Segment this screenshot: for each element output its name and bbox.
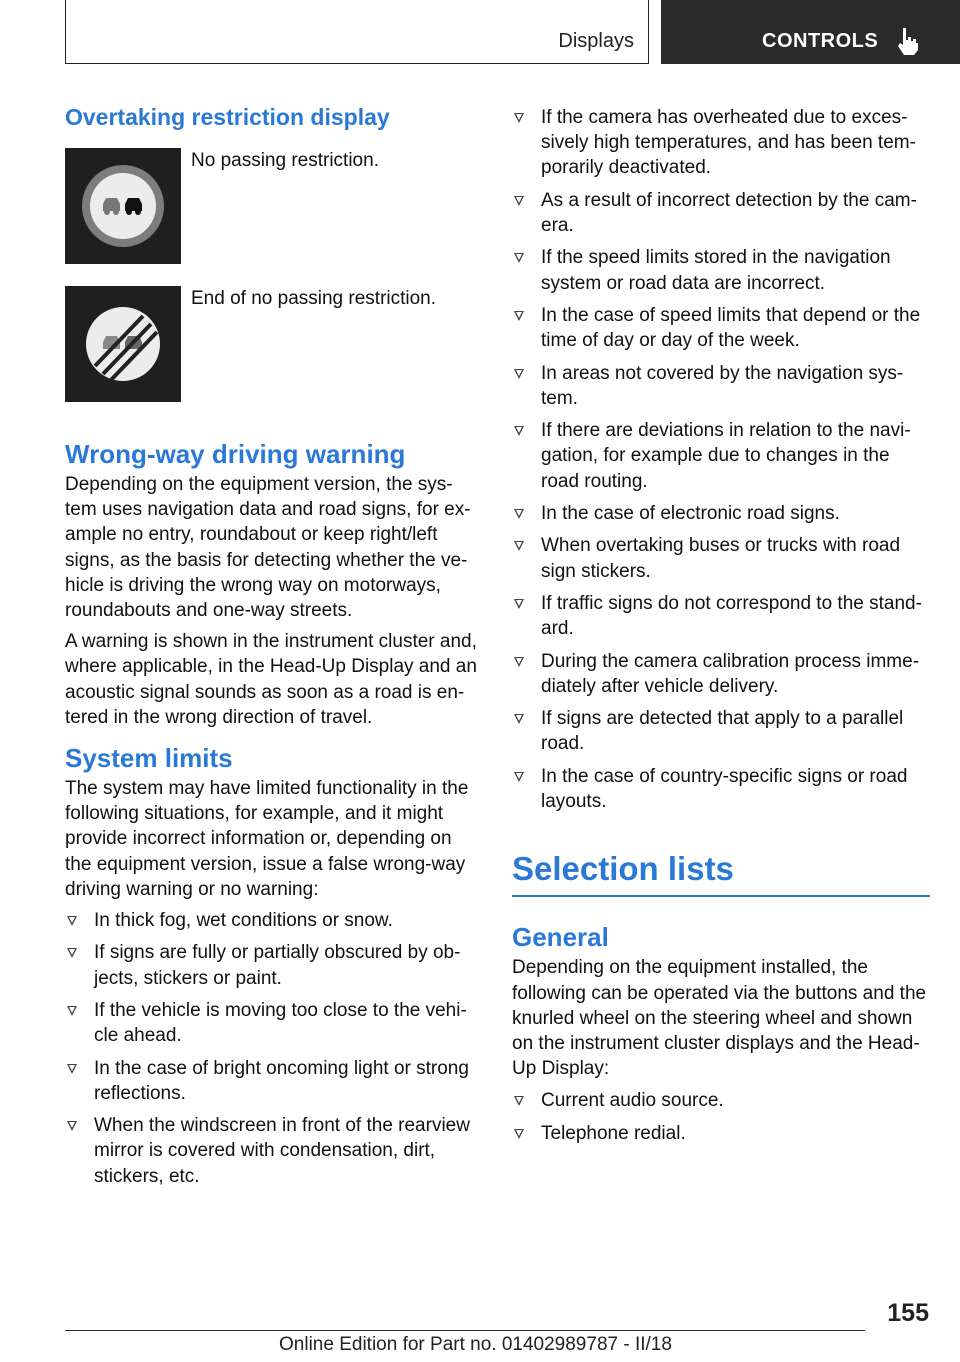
no-passing-sign-icon (65, 148, 181, 264)
section-title: Displays (558, 30, 634, 52)
wrong-way-paragraph-1: Depending on the equipment version, the sys‐ tem uses navigation data and road signs, for ex‐ ample no entry, roundabout or keep right/left signs, as the basis for detecting whether the ve‐ hicle is driving the wrong way on motorways, roundabouts and one-way streets. (65, 474, 471, 622)
system-limits-list (65, 908, 483, 1189)
left-column (65, 100, 483, 1196)
pointing-hand-icon (895, 26, 921, 56)
triangle-bullet-icon (514, 1096, 524, 1106)
wrong-way-paragraph-2: A warning is shown in the instrument cluster and, where applicable, in the Head-Up Display and an acoustic signal sounds as soon as a road is en‐ tered in the wrong direction of travel. (65, 631, 477, 728)
triangle-bullet-icon (514, 657, 524, 667)
triangle-bullet-icon (514, 369, 524, 379)
general-paragraph: Depending on the equipment installed, the following can be operated via the buttons and the knurled wheel on the steering wheel and shown on the instrument cluster displays and the Head-Up Display: (512, 957, 927, 1080)
page-number: 155 (887, 1299, 929, 1327)
end-no-passing-caption: End of no passing restriction. (191, 288, 437, 309)
list-item: If the speed limits stored in the navigation system or road data are incorrect. (512, 245, 930, 295)
end-no-passing-sign-icon (65, 286, 181, 402)
list-item: If signs are detected that apply to a parallel road. (512, 706, 930, 756)
list-item: As a result of incorrect detection by the cam‐ era. (512, 188, 930, 238)
general-title: General (512, 922, 609, 953)
triangle-bullet-icon (67, 948, 77, 958)
right-column (512, 105, 930, 1153)
list-item: In areas not covered by the navigation sys‐ tem. (512, 361, 930, 411)
list-item: In the case of bright oncoming light or strong reflections. (65, 1056, 483, 1106)
chapter-tab-label: CONTROLS (762, 30, 879, 52)
triangle-bullet-icon (67, 1006, 77, 1016)
list-item: When overtaking buses or trucks with road sign stickers. (512, 533, 930, 583)
selection-list (512, 1088, 930, 1146)
triangle-bullet-icon (67, 1064, 77, 1074)
list-item: When the windscreen in front of the rearview mirror is covered with condensation, dirt, stickers, etc. (65, 1113, 483, 1189)
triangle-bullet-icon (67, 1121, 77, 1131)
no-passing-row (65, 148, 483, 284)
triangle-bullet-icon (514, 599, 524, 609)
wrong-way-title: Wrong-way driving warning (65, 439, 406, 469)
triangle-bullet-icon (514, 772, 524, 782)
selection-lists-title: Selection lists (512, 850, 734, 888)
triangle-bullet-icon (514, 196, 524, 206)
list-item: If there are deviations in relation to the navi‐ gation, for example due to changes in the road routing. (512, 418, 930, 494)
header-frame (65, 0, 649, 64)
list-item: If traffic signs do not correspond to the stand‐ ard. (512, 591, 930, 641)
triangle-bullet-icon (514, 1129, 524, 1139)
list-item: In the case of country-specific signs or road layouts. (512, 764, 930, 814)
list-item: In the case of electronic road signs. (512, 501, 930, 526)
list-item: If the camera has overheated due to exces‐ sively high temperatures, and has been tem‐ porarily deactivated. (512, 105, 930, 181)
list-item: During the camera calibration process imme‐ diately after vehicle delivery. (512, 649, 930, 699)
edition-note: Online Edition for Part no. 01402989787 - II/18 (279, 1334, 672, 1355)
system-limits-list-continued (512, 105, 930, 814)
triangle-bullet-icon (514, 714, 524, 724)
end-no-passing-row (65, 286, 483, 436)
chapter-tab (661, 0, 960, 64)
triangle-bullet-icon (514, 541, 524, 551)
list-item: Current audio source. (512, 1088, 930, 1113)
list-item: If signs are fully or partially obscured by ob‐ jects, stickers or paint. (65, 940, 483, 990)
list-item: Telephone redial. (512, 1121, 930, 1146)
system-limits-title: System limits (65, 743, 233, 774)
overtaking-title: Overtaking restriction display (65, 104, 390, 130)
triangle-bullet-icon (514, 253, 524, 263)
triangle-bullet-icon (514, 113, 524, 123)
triangle-bullet-icon (514, 509, 524, 519)
list-item: If the vehicle is moving too close to the vehi‐ cle ahead. (65, 998, 483, 1048)
triangle-bullet-icon (514, 311, 524, 321)
triangle-bullet-icon (514, 426, 524, 436)
no-passing-caption: No passing restriction. (191, 150, 379, 171)
list-item: In the case of speed limits that depend or the time of day or day of the week. (512, 303, 930, 353)
system-limits-intro: The system may have limited functionality in the following situations, for example, and it might provide incorrect information or, depending on the equipment version, issue a false wrong-way driving warning or no warning: (65, 778, 469, 900)
list-item: In thick fog, wet conditions or snow. (65, 908, 483, 933)
footer-divider (65, 1330, 865, 1331)
triangle-bullet-icon (67, 916, 77, 926)
